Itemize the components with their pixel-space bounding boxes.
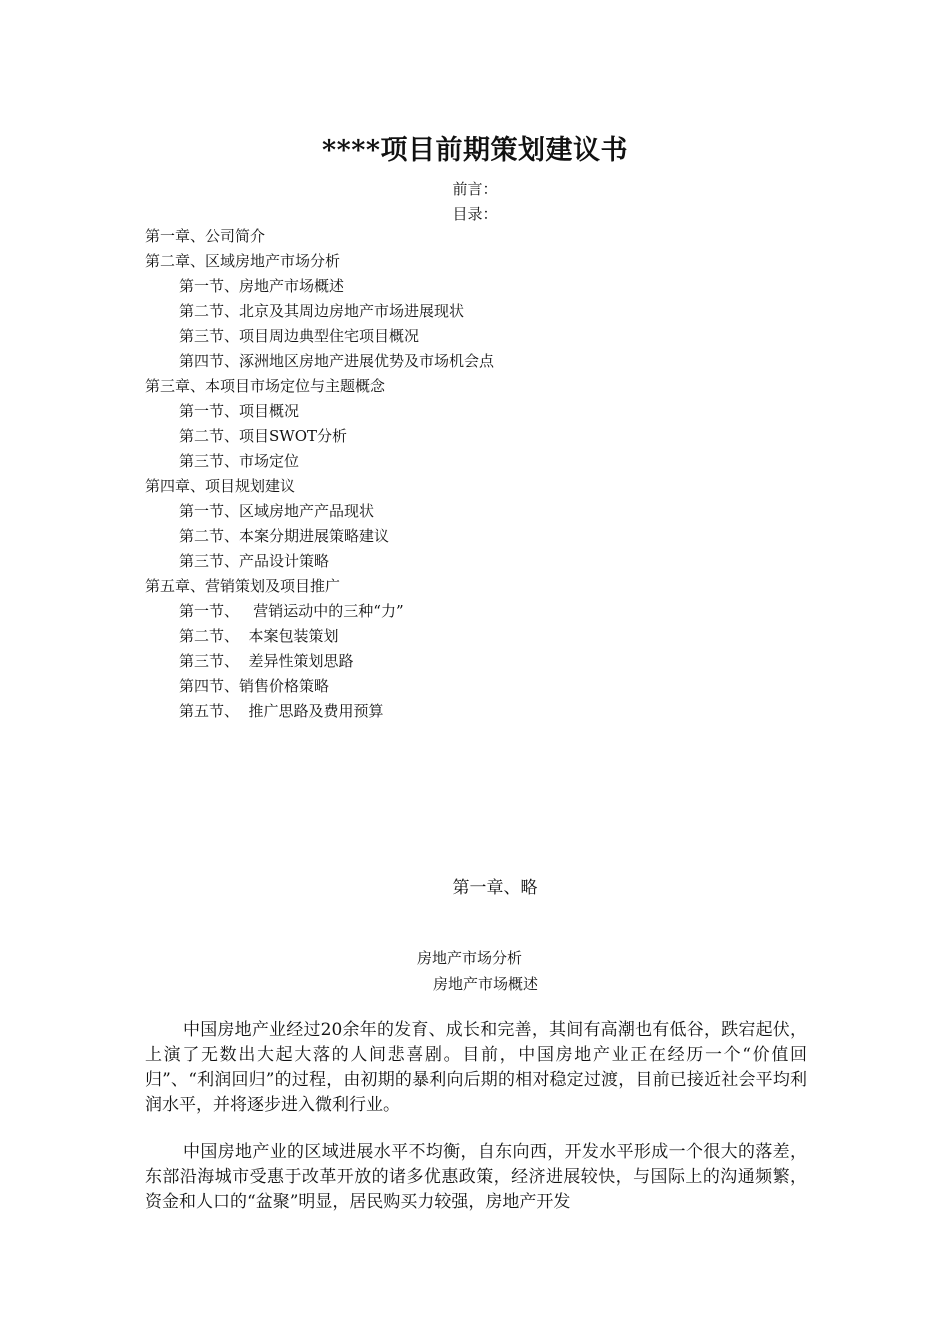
document-title: ****项目前期策划建议书: [322, 135, 628, 166]
toc-section-item: 第四节、涿洲地区房地产进展优势及市场机会点: [179, 352, 495, 370]
toc-section-item: 第一节、房地产市场概述: [179, 277, 345, 295]
toc-chapter-item: 第四章、项目规划建议: [145, 477, 296, 495]
body-paragraph: 中国房地产业经过20余年的发育、成长和完善，其间有高潮也有低谷，跌宕起伏，上演了无数出大起大落的人间悲喜剧。目前，中国房地产业正在经历一个“价值回归”、“利润回归”的过程，由初期的暴利向后期的相对稳定过渡，目前已接近社会平均利润水平，并将逐步进入微利行业。: [145, 1020, 807, 1115]
toc-section-item: 第二节、项目SWOT分析: [179, 427, 347, 445]
toc-section-item: 第五节、 推广思路及费用预算: [179, 702, 384, 720]
toc-section-item: 第二节、北京及其周边房地产市场进展现状: [179, 302, 465, 320]
toc-section-item: 第四节、销售价格策略: [179, 677, 330, 695]
toc-chapter-item: 第二章、区域房地产市场分析: [145, 252, 341, 270]
chapter-heading: 第一章、略: [452, 878, 538, 898]
toc-section-item: 第二节、本案分期进展策略建议: [179, 527, 390, 545]
toc-section-item: 第一节、项目概况: [179, 402, 300, 420]
toc-section-item: 第三节、产品设计策略: [179, 552, 330, 570]
section-subheading: 房地产市场概述: [433, 975, 539, 993]
toc-section-item: 第二节、 本案包装策划: [179, 627, 339, 645]
toc-section-item: 第一节、区域房地产产品现状: [179, 502, 375, 520]
toc-chapter-item: 第一章、公司简介: [145, 227, 266, 245]
toc-section-item: 第三节、 差异性策划思路: [179, 652, 354, 670]
toc-section-item: 第一节、 营销运动中的三种“力”: [179, 602, 404, 620]
section-subheading: 房地产市场分析: [417, 949, 523, 967]
toc-section-item: 第三节、项目周边典型住宅项目概况: [179, 327, 420, 345]
toc-chapter-item: 第五章、营销策划及项目推广: [145, 577, 341, 595]
preface-label: 前言：: [452, 180, 498, 198]
table-of-contents: [145, 226, 805, 726]
toc-section-item: 第三节、市场定位: [179, 452, 300, 470]
body-paragraph: 中国房地产业的区域进展水平不均衡，自东向西，开发水平形成一个很大的落差，东部沿海城市受惠于改革开放的诸多优惠政策，经济进展较快，与国际上的沟通频繁，资金和人口的“盆聚”明显，居民购买力较强，房地产开发: [145, 1142, 807, 1212]
contents-label: 目录：: [452, 205, 498, 223]
toc-chapter-item: 第三章、本项目市场定位与主题概念: [145, 377, 386, 395]
